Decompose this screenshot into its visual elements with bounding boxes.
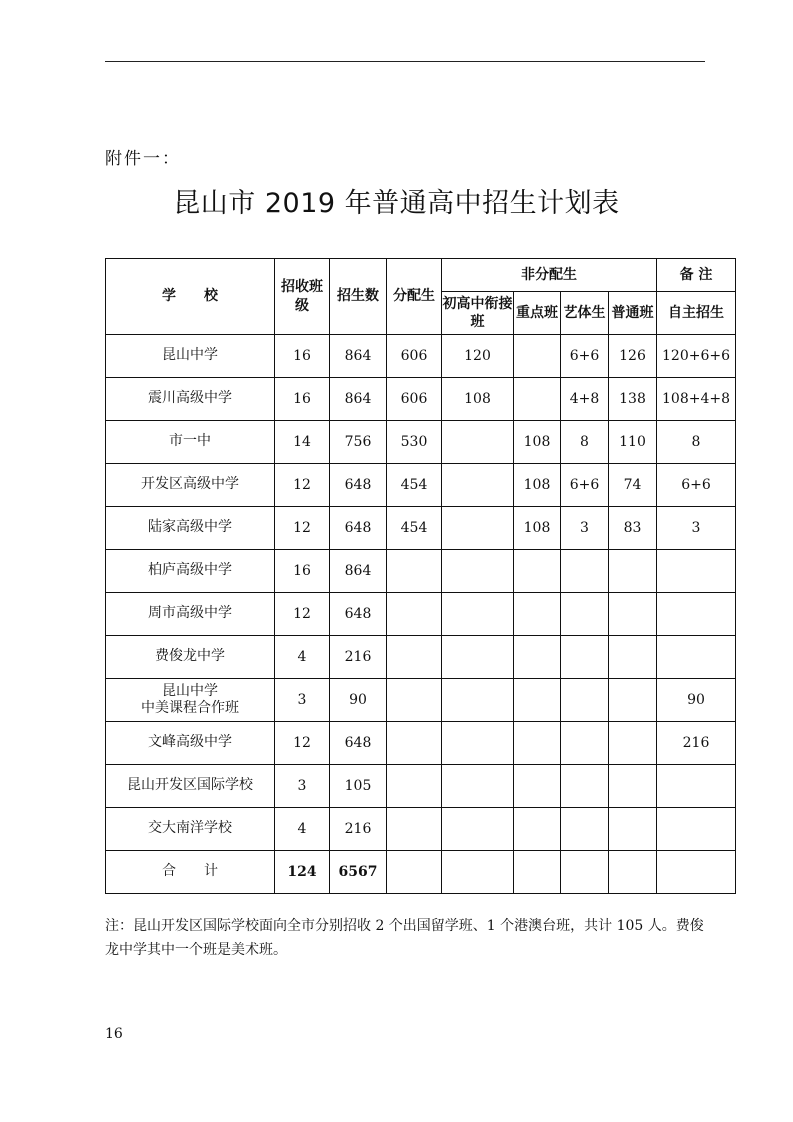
cell-school: 市一中 [106,421,275,464]
table-row [106,636,736,679]
table-row [106,378,736,421]
cell-allocated [387,593,442,636]
cell-regular [609,593,657,636]
table-row [106,808,736,851]
cell-key [514,636,561,679]
cell-classes: 4 [275,636,330,679]
cell-independent [657,808,736,851]
header-independent: 自主招生 [657,292,736,335]
table-row [106,507,736,550]
header-school: 学 校 [106,259,275,335]
cell-regular: 74 [609,464,657,507]
attachment-label: 附件一： [105,149,181,169]
document-title: 昆山市 2019 年普通高中招生计划表 [173,188,620,219]
cell-classes: 16 [275,378,330,421]
cell-junior-senior [442,765,514,808]
cell-allocated [387,636,442,679]
cell-regular [609,765,657,808]
header-regular: 普通班 [609,292,657,335]
cell-junior-senior [442,550,514,593]
cell-enroll: 864 [330,378,387,421]
cell-school: 昆山中学 中美课程合作班 [106,679,275,722]
cell-junior-senior [442,636,514,679]
cell-junior-senior [442,808,514,851]
header-non-allocated: 非分配生 [442,259,657,292]
cell-allocated: 606 [387,378,442,421]
cell-regular: 110 [609,421,657,464]
table-cell [387,851,442,894]
cell-enroll: 648 [330,593,387,636]
header-junior-senior: 初高中衔接班 [442,292,514,335]
cell-arts-sports [561,722,609,765]
cell-school: 交大南洋学校 [106,808,275,851]
cell-regular [609,550,657,593]
cell-independent: 108+4+8 [657,378,736,421]
cell-arts-sports [561,679,609,722]
total-enroll: 6567 [330,851,387,894]
cell-allocated [387,808,442,851]
cell-independent: 120+6+6 [657,335,736,378]
cell-school: 陆家高级中学 [106,507,275,550]
cell-junior-senior [442,722,514,765]
cell-school: 开发区高级中学 [106,464,275,507]
table-row [106,550,736,593]
table-row [106,679,736,722]
cell-junior-senior [442,679,514,722]
cell-enroll: 864 [330,335,387,378]
cell-arts-sports: 6+6 [561,335,609,378]
cell-school: 昆山中学 [106,335,275,378]
cell-allocated: 530 [387,421,442,464]
cell-classes: 3 [275,765,330,808]
cell-enroll: 648 [330,507,387,550]
cell-junior-senior: 120 [442,335,514,378]
cell-enroll: 90 [330,679,387,722]
table-row [106,722,736,765]
table-body [106,335,736,851]
cell-key [514,550,561,593]
table-cell [561,851,609,894]
cell-key [514,378,561,421]
cell-classes: 16 [275,335,330,378]
cell-key [514,593,561,636]
cell-classes: 14 [275,421,330,464]
header-classes: 招收班级 [275,259,330,335]
cell-junior-senior [442,593,514,636]
total-classes: 124 [275,851,330,894]
table-cell [609,851,657,894]
cell-independent [657,550,736,593]
cell-regular [609,722,657,765]
table-cell [657,851,736,894]
cell-key [514,335,561,378]
cell-classes: 12 [275,507,330,550]
cell-arts-sports [561,593,609,636]
cell-independent [657,636,736,679]
cell-independent: 8 [657,421,736,464]
cell-junior-senior [442,464,514,507]
cell-allocated [387,550,442,593]
cell-enroll: 216 [330,636,387,679]
cell-classes: 12 [275,593,330,636]
cell-allocated: 454 [387,507,442,550]
cell-enroll: 648 [330,464,387,507]
cell-allocated: 454 [387,464,442,507]
cell-key [514,808,561,851]
cell-independent: 3 [657,507,736,550]
cell-regular [609,679,657,722]
enrollment-plan-table [105,258,736,894]
cell-key: 108 [514,507,561,550]
cell-arts-sports [561,550,609,593]
cell-classes: 12 [275,464,330,507]
cell-arts-sports: 4+8 [561,378,609,421]
cell-allocated [387,765,442,808]
cell-classes: 3 [275,679,330,722]
table-row [106,765,736,808]
cell-regular [609,636,657,679]
header-enroll: 招生数 [330,259,387,335]
cell-arts-sports: 8 [561,421,609,464]
cell-regular: 138 [609,378,657,421]
cell-school: 文峰高级中学 [106,722,275,765]
cell-regular: 83 [609,507,657,550]
table-row [106,464,736,507]
cell-arts-sports [561,808,609,851]
cell-key [514,679,561,722]
cell-school: 震川高级中学 [106,378,275,421]
table-row [106,421,736,464]
cell-independent: 6+6 [657,464,736,507]
cell-classes: 12 [275,722,330,765]
cell-classes: 4 [275,808,330,851]
cell-arts-sports: 6+6 [561,464,609,507]
page-number: 16 [105,1026,123,1042]
header-rule [105,61,705,62]
cell-enroll: 105 [330,765,387,808]
cell-enroll: 864 [330,550,387,593]
header-remarks: 备 注 [657,259,736,292]
cell-key: 108 [514,421,561,464]
table-row [106,593,736,636]
cell-allocated [387,722,442,765]
header-arts-sports: 艺体生 [561,292,609,335]
cell-regular: 126 [609,335,657,378]
cell-arts-sports [561,765,609,808]
cell-enroll: 648 [330,722,387,765]
cell-allocated [387,679,442,722]
header-allocated: 分配生 [387,259,442,335]
table-row [106,335,736,378]
cell-independent: 90 [657,679,736,722]
cell-school: 费俊龙中学 [106,636,275,679]
cell-key [514,765,561,808]
cell-key: 108 [514,464,561,507]
cell-arts-sports: 3 [561,507,609,550]
cell-independent [657,593,736,636]
cell-enroll: 216 [330,808,387,851]
cell-independent [657,765,736,808]
cell-regular [609,808,657,851]
cell-arts-sports [561,636,609,679]
cell-allocated: 606 [387,335,442,378]
cell-school: 柏庐高级中学 [106,550,275,593]
cell-enroll: 756 [330,421,387,464]
table-cell [514,851,561,894]
header-key: 重点班 [514,292,561,335]
cell-independent: 216 [657,722,736,765]
cell-school: 周市高级中学 [106,593,275,636]
cell-junior-senior [442,507,514,550]
total-label: 合 计 [106,851,275,894]
cell-junior-senior [442,421,514,464]
cell-school: 昆山开发区国际学校 [106,765,275,808]
cell-classes: 16 [275,550,330,593]
cell-junior-senior: 108 [442,378,514,421]
total-row [106,851,736,894]
footnote: 注：昆山开发区国际学校面向全市分别招收 2 个出国留学班、1 个港澳台班，共计 105 人。费俊龙中学其中一个班是美术班。 [105,918,704,958]
cell-key [514,722,561,765]
table-cell [442,851,514,894]
